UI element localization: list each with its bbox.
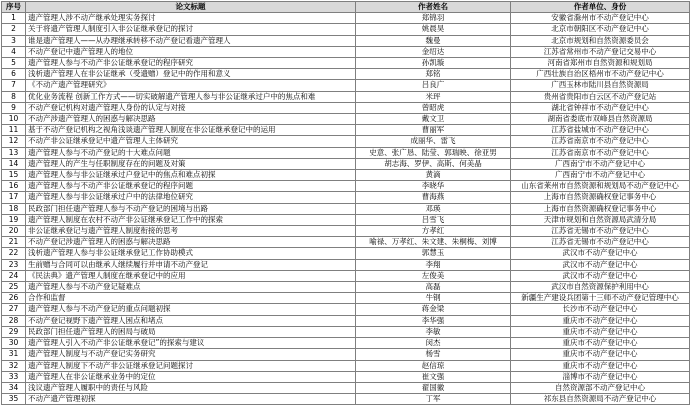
author-unit-cell: 江苏省无锡市不动产登记中心	[511, 237, 690, 248]
paper-title-cell: 遗产管理人参与不动产登记的十大难点问题	[26, 147, 356, 158]
author-unit-cell: 祁东县自然资源局不动产登记中心	[511, 394, 690, 405]
author-name-cell: 吕良广	[356, 80, 511, 91]
row-number-cell: 8	[2, 91, 26, 102]
table-row	[2, 35, 690, 46]
paper-title-cell: 《民法典》遗产管理人制度在继承登记中的应用	[26, 270, 356, 281]
author-name-cell: 曾昭虎	[356, 102, 511, 113]
paper-title-cell: 遗产管理人制度与不动产登记实务研究	[26, 349, 356, 360]
row-number-cell: 5	[2, 58, 26, 69]
author-unit-cell: 重庆市不动产登记中心	[511, 326, 690, 337]
row-number-cell: 4	[2, 46, 26, 57]
author-name-cell: 李翔	[356, 259, 511, 270]
paper-title-cell: 优化业务流程 创新工作方式——切实破解遗产管理人参与非公证继承过户中的焦点和难	[26, 91, 356, 102]
table-row	[2, 192, 690, 203]
table-row	[2, 248, 690, 259]
author-unit-cell: 北京市朝阳区不动产登记中心	[511, 24, 690, 35]
row-number-cell: 28	[2, 315, 26, 326]
paper-title-cell: 合作和监督	[26, 293, 356, 304]
row-number-cell: 34	[2, 382, 26, 393]
header-num: 序号	[2, 2, 26, 13]
row-number-cell: 30	[2, 338, 26, 349]
author-unit-cell: 上海市自然资源确权登记事务中心	[511, 192, 690, 203]
row-number-cell: 3	[2, 35, 26, 46]
table-row	[2, 259, 690, 270]
author-unit-cell: 武汉市不动产登记中心	[511, 259, 690, 270]
author-name-cell: 方孝红	[356, 226, 511, 237]
table-row	[2, 147, 690, 158]
paper-title-cell: 浅析遗产管理人在非公证继承（受遗赠）登记中的作用和意义	[26, 69, 356, 80]
paper-title-cell: 不动产登记中遗产管理人的地位	[26, 46, 356, 57]
author-name-cell: 丁军	[356, 394, 511, 405]
table-row	[2, 282, 690, 293]
author-name-cell: 姚晨昊	[356, 24, 511, 35]
row-number-cell: 32	[2, 360, 26, 371]
author-unit-cell: 江苏省南京市不动产登记中心	[511, 147, 690, 158]
author-name-cell: 崔文强	[356, 371, 511, 382]
author-name-cell: 郭慧玉	[356, 248, 511, 259]
author-name-cell: 左俊美	[356, 270, 511, 281]
author-unit-cell: 广西南宁市不动产登记中心	[511, 170, 690, 181]
author-name-cell: 喻禄、万孝红、朱文建、朱桐梅、刘博	[356, 237, 511, 248]
row-number-cell: 26	[2, 293, 26, 304]
author-unit-cell: 重庆市不动产登记中心	[511, 349, 690, 360]
table-row	[2, 13, 690, 24]
paper-title-cell: 不动产登记视野下遗产管理人困点和堵点	[26, 315, 356, 326]
author-name-cell: 牛钢	[356, 293, 511, 304]
table-row	[2, 394, 690, 405]
table-row	[2, 349, 690, 360]
author-unit-cell: 广西玉林市陆川县自然资源局	[511, 80, 690, 91]
row-number-cell: 10	[2, 114, 26, 125]
table-row	[2, 114, 690, 125]
author-unit-cell: 江苏省无锡市不动产登记中心	[511, 226, 690, 237]
author-unit-cell: 重庆市不动产登记中心	[511, 360, 690, 371]
author-name-cell: 郑铭	[356, 69, 511, 80]
author-unit-cell: 天津市规划和自然资源局武清分局	[511, 214, 690, 225]
table-row	[2, 226, 690, 237]
table-row	[2, 326, 690, 337]
author-unit-cell: 重庆市不动产登记中心	[511, 315, 690, 326]
author-unit-cell: 长沙市不动产登记中心	[511, 304, 690, 315]
row-number-cell: 9	[2, 102, 26, 113]
author-name-cell: 孙凯璇	[356, 58, 511, 69]
row-number-cell: 13	[2, 147, 26, 158]
author-unit-cell: 湖北省钟祥市不动产登记中心	[511, 102, 690, 113]
table-row	[2, 237, 690, 248]
row-number-cell: 24	[2, 270, 26, 281]
author-unit-cell: 江苏省盐城市不动产登记中心	[511, 125, 690, 136]
row-number-cell: 12	[2, 136, 26, 147]
author-name-cell: 李晓华	[356, 181, 511, 192]
row-number-cell: 23	[2, 259, 26, 270]
paper-title-cell: 谁是遗产管理人——从办理继承转移不动产登记看遗产管理人	[26, 35, 356, 46]
author-name-cell: 邓瑛	[356, 203, 511, 214]
author-name-cell: 郑锦羽	[356, 13, 511, 24]
author-unit-cell: 新疆生产建设兵团第十三师不动产登记管理中心	[511, 293, 690, 304]
paper-title-cell: 不动产登记涉遗产管理人的困惑与解决思路	[26, 237, 356, 248]
paper-title-cell: 民政部门担任遗产管理人参与不动产登记的困境与出路	[26, 203, 356, 214]
paper-title-cell: 遗产管理人参与不动产非公证继承登记的程序问题	[26, 181, 356, 192]
paper-title-cell: 生前赠与合同可以由继承人继续履行并申请不动产登记	[26, 259, 356, 270]
paper-title-cell: 遗产管理人在非公证继承业务中的定位	[26, 371, 356, 382]
table-row	[2, 136, 690, 147]
row-number-cell: 17	[2, 192, 26, 203]
header-author: 作者姓名	[356, 2, 511, 13]
paper-title-cell: 《不动产遗产管理研究》	[26, 80, 356, 91]
author-unit-cell: 广西壮族自治区梧州市不动产登记中心	[511, 69, 690, 80]
author-unit-cell: 安徽省滁州市不动产登记中心	[511, 13, 690, 24]
author-name-cell: 杨雪	[356, 349, 511, 360]
row-number-cell: 29	[2, 326, 26, 337]
author-name-cell: 翟国徽	[356, 382, 511, 393]
paper-title-cell: 浅议遗产管理人履职中的责任与风险	[26, 382, 356, 393]
paper-title-cell: 不动产非公证继承登记中遗产管理人主体研究	[26, 136, 356, 147]
row-number-cell: 11	[2, 125, 26, 136]
table-row	[2, 181, 690, 192]
row-number-cell: 19	[2, 214, 26, 225]
row-number-cell: 18	[2, 203, 26, 214]
author-name-cell: 曹海燕	[356, 192, 511, 203]
author-name-cell: 胡志海、罗伊、高斯、何美晶	[356, 158, 511, 169]
row-number-cell: 25	[2, 282, 26, 293]
row-number-cell: 22	[2, 248, 26, 259]
author-name-cell: 魏曼	[356, 35, 511, 46]
author-unit-cell: 淄博市不动产登记中心	[511, 371, 690, 382]
paper-title-cell: 遗产管理人参与非公证继承过户中的法律地位研究	[26, 192, 356, 203]
author-unit-cell: 武汉市不动产登记中心	[511, 270, 690, 281]
table-body	[2, 13, 690, 405]
paper-title-cell: 遗产管理人参与不动产登记疑难点	[26, 282, 356, 293]
row-number-cell: 6	[2, 69, 26, 80]
author-unit-cell: 自然资源部不动产登记中心	[511, 382, 690, 393]
table-row	[2, 371, 690, 382]
row-number-cell: 7	[2, 80, 26, 91]
paper-title-cell: 不动产遗产管理初探	[26, 394, 356, 405]
paper-title-cell: 浅析遗产管理人参与非公证继承登记工作协助模式	[26, 248, 356, 259]
paper-title-cell: 遗产管理人参与不动产登记的重点问题初探	[26, 304, 356, 315]
paper-title-cell: 不动产登记机构对遗产管理人身份的认定与对接	[26, 102, 356, 113]
header-unit: 作者单位、身份	[511, 2, 690, 13]
author-unit-cell: 北京市规划和自然资源委员会	[511, 35, 690, 46]
author-unit-cell: 山东省莱州市自然资源和规划局不动产登记中心	[511, 181, 690, 192]
row-number-cell: 1	[2, 13, 26, 24]
header-title: 论文标题	[26, 2, 356, 13]
author-unit-cell: 江苏省南京市不动产登记中心	[511, 136, 690, 147]
author-unit-cell: 广西南宁市不动产登记中心	[511, 158, 690, 169]
author-name-cell: 高磊	[356, 282, 511, 293]
author-name-cell: 吕雪飞	[356, 214, 511, 225]
table-row	[2, 293, 690, 304]
table-row	[2, 80, 690, 91]
author-name-cell: 闵杰	[356, 338, 511, 349]
author-name-cell: 米玶	[356, 91, 511, 102]
paper-title-cell: 遗产管理人制度在农村不动产非公证继承登记工作中的探索	[26, 214, 356, 225]
table-row	[2, 170, 690, 181]
author-unit-cell: 贵州省贵阳市白云区不动产登记站	[511, 91, 690, 102]
author-unit-cell: 上海市自然资源确权登记事务中心	[511, 203, 690, 214]
author-name-cell: 曹丽军	[356, 125, 511, 136]
table-row	[2, 214, 690, 225]
author-unit-cell: 湖南省娄底市双峰县自然资源局	[511, 114, 690, 125]
author-name-cell: 黄滴	[356, 170, 511, 181]
author-name-cell: 金绍达	[356, 46, 511, 57]
table-row	[2, 102, 690, 113]
paper-list-table	[1, 1, 690, 405]
row-number-cell: 35	[2, 394, 26, 405]
row-number-cell: 15	[2, 170, 26, 181]
author-name-cell: 成丽华、雷飞	[356, 136, 511, 147]
table-row	[2, 46, 690, 57]
row-number-cell: 2	[2, 24, 26, 35]
author-unit-cell: 武汉市自然资源保护利用中心	[511, 282, 690, 293]
table-row	[2, 382, 690, 393]
table-row	[2, 270, 690, 281]
paper-title-cell: 遗产管理人制度下不动产非公证继承登记问题探讨	[26, 360, 356, 371]
row-number-cell: 20	[2, 226, 26, 237]
paper-title-cell: 民政部门担任遗产管理人的困局与破局	[26, 326, 356, 337]
table-row	[2, 304, 690, 315]
row-number-cell: 16	[2, 181, 26, 192]
author-name-cell: 李敏	[356, 326, 511, 337]
author-name-cell: 史意、张广恳、陆莹、郭瑞映、徐亚男	[356, 147, 511, 158]
table-row	[2, 360, 690, 371]
paper-title-cell: 遗产管理人引入不动产非公证继承登记”的探索与建议	[26, 338, 356, 349]
table-row	[2, 58, 690, 69]
author-unit-cell: 江苏省常州市不动产登记交易中心	[511, 46, 690, 57]
paper-title-cell: 不动产涉遗产管理人的困惑与解决思路	[26, 114, 356, 125]
author-unit-cell: 河南省郑州市自然资源和规划局	[511, 58, 690, 69]
paper-title-cell: 关于将遗产管理人制度引入非公证继承登记的探讨	[26, 24, 356, 35]
row-number-cell: 31	[2, 349, 26, 360]
row-number-cell: 27	[2, 304, 26, 315]
paper-title-cell: 非公证继承登记与遗产管理人制度衔接的思考	[26, 226, 356, 237]
header-row	[2, 2, 690, 13]
table-row	[2, 203, 690, 214]
table-row	[2, 158, 690, 169]
paper-title-cell: 遗产管理人的产生与任职制度存在的问题及对策	[26, 158, 356, 169]
author-name-cell: 戴文卫	[356, 114, 511, 125]
author-name-cell: 蒋金梁	[356, 304, 511, 315]
paper-title-cell: 基于不动产登记机构之视角浅谈遗产管理人制度在非公证继承登记中的运用	[26, 125, 356, 136]
table-row	[2, 338, 690, 349]
author-name-cell: 李华强	[356, 315, 511, 326]
paper-title-cell: 遗产管理人涉不动产继承处理实务探讨	[26, 13, 356, 24]
row-number-cell: 14	[2, 158, 26, 169]
row-number-cell: 21	[2, 237, 26, 248]
table-row	[2, 91, 690, 102]
table-row	[2, 69, 690, 80]
table-row	[2, 315, 690, 326]
author-unit-cell: 重庆市不动产登记中心	[511, 338, 690, 349]
row-number-cell: 33	[2, 371, 26, 382]
paper-title-cell: 遗产管理人参与不动产非公证继承登记的程序研究	[26, 58, 356, 69]
author-name-cell: 赵信琼	[356, 360, 511, 371]
table-row	[2, 24, 690, 35]
paper-title-cell: 遗产管理人参与非公证继承过户登记中的焦点和难点初探	[26, 170, 356, 181]
author-unit-cell: 武汉市不动产登记中心	[511, 248, 690, 259]
table-row	[2, 125, 690, 136]
